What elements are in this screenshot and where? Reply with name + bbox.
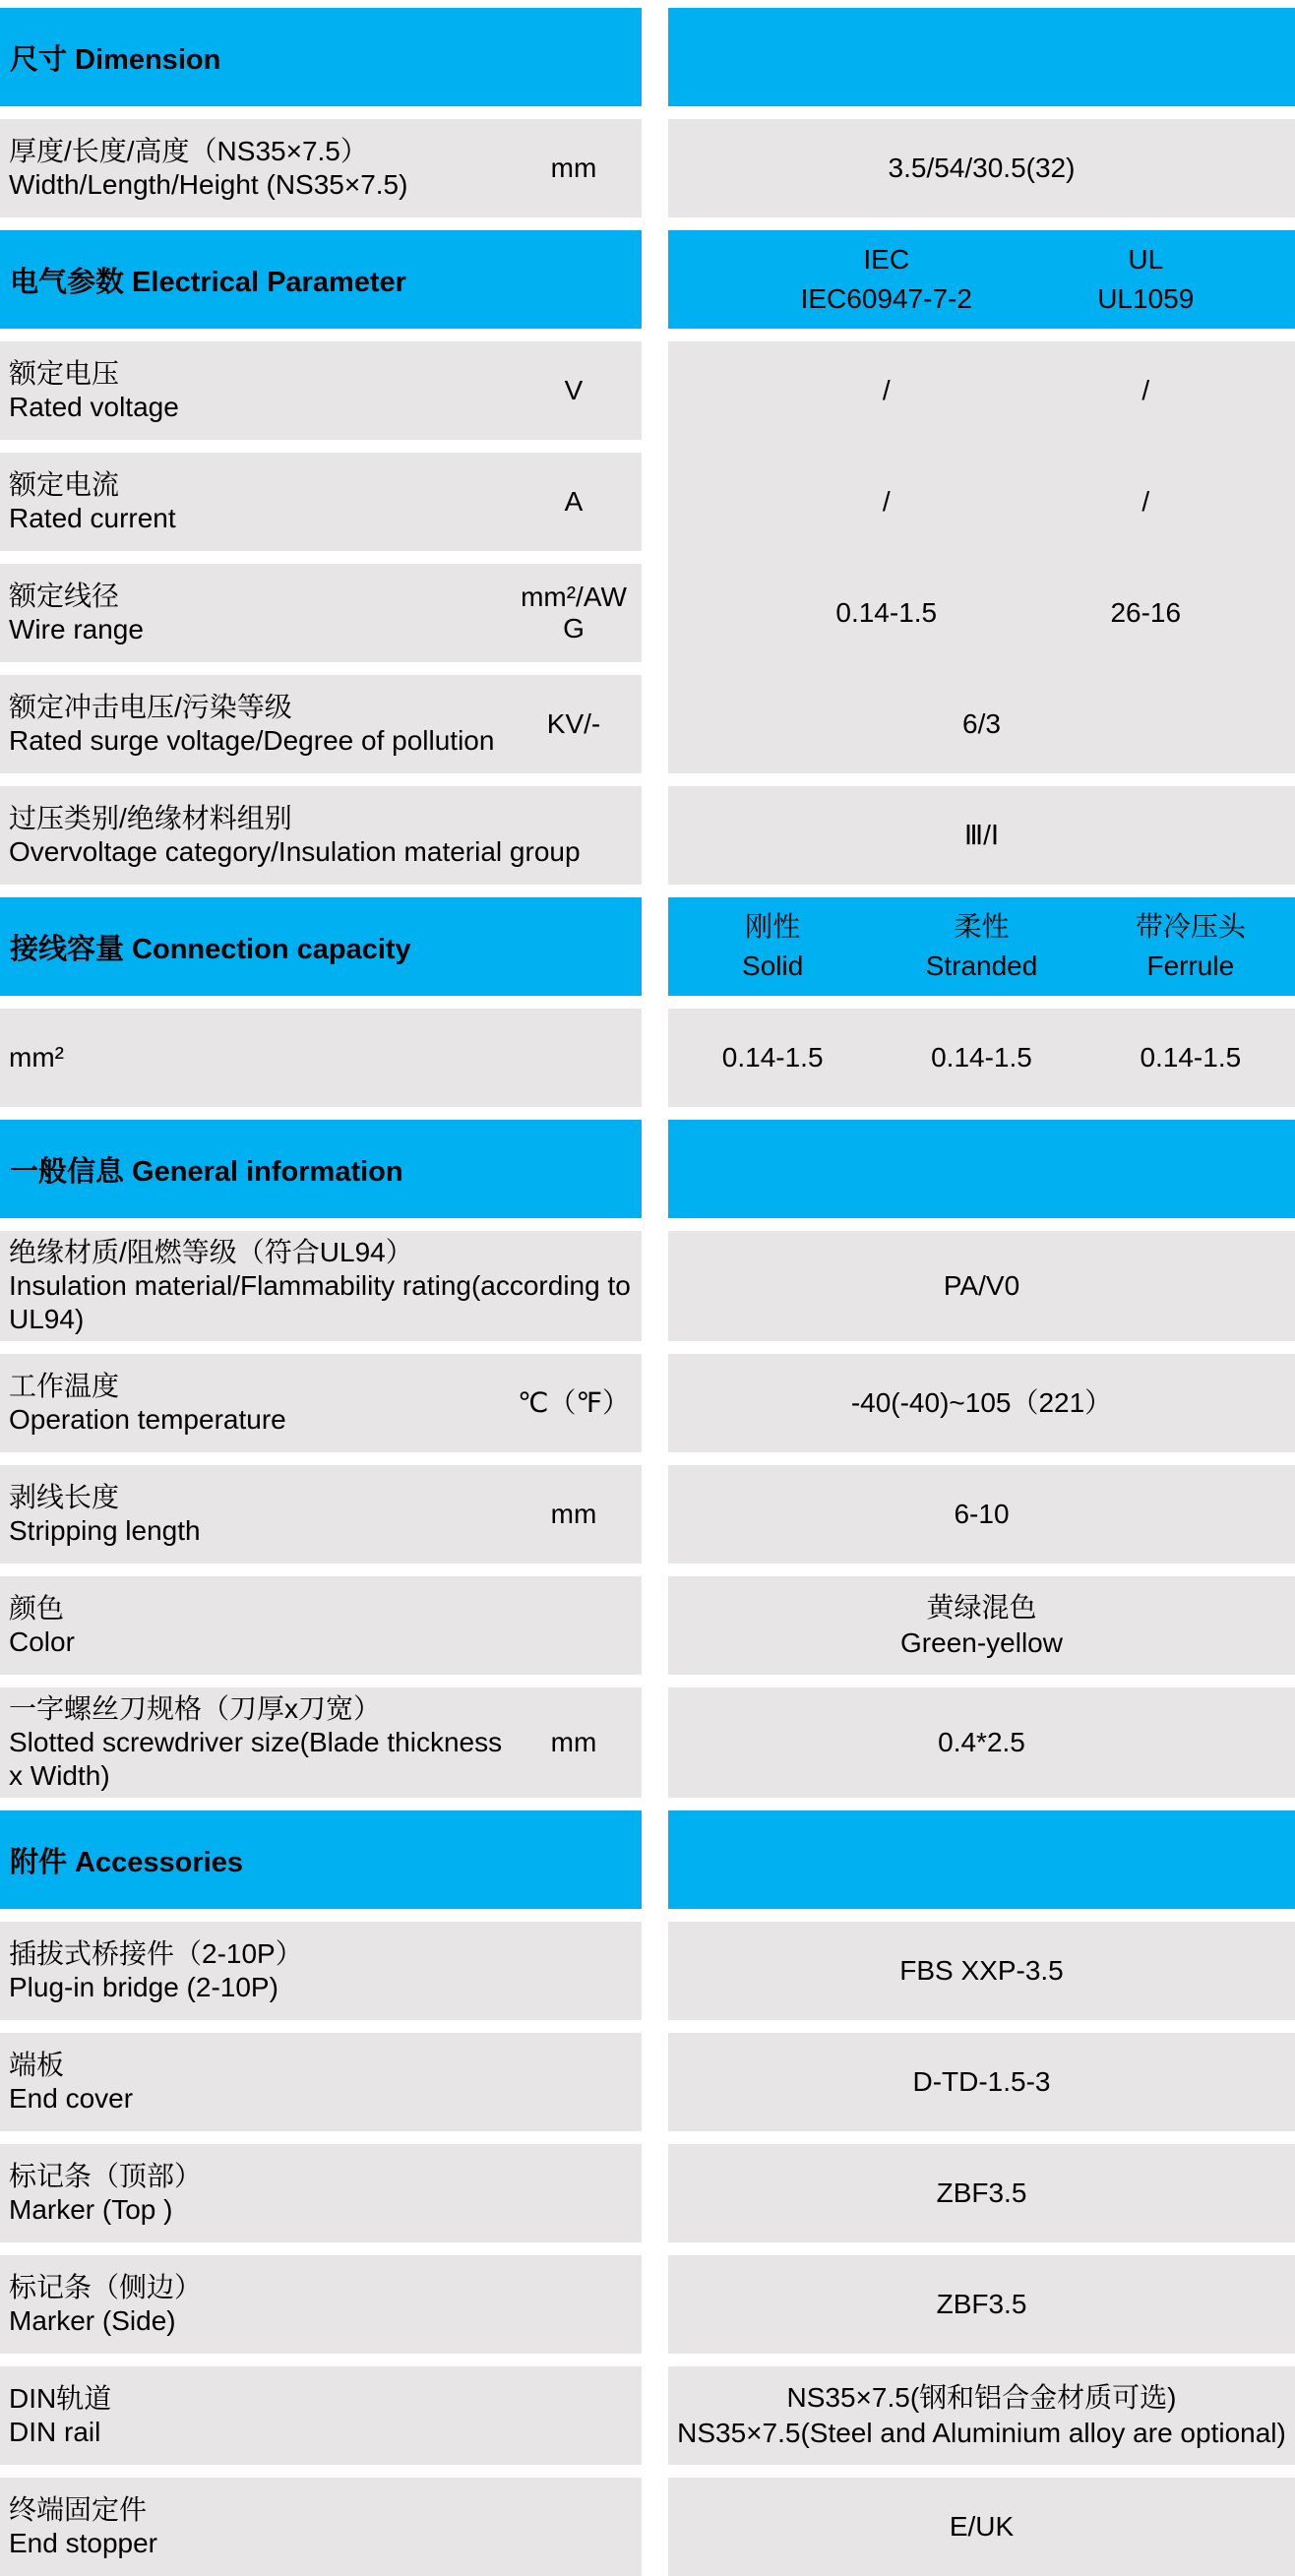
column-stranded <box>877 907 1085 986</box>
row-label-zh: 标记条（顶部） <box>9 2161 203 2191</box>
row-unit: KV/- <box>546 708 601 739</box>
section-header-dimension-left <box>0 8 642 106</box>
row-endstopper <box>0 2478 1295 2576</box>
row-value: ZBF3.5 <box>936 2177 1027 2208</box>
row-label-en: Wire range <box>9 614 144 644</box>
row-value: Ⅲ/Ⅰ <box>963 820 1000 850</box>
row-endcover <box>0 2033 1295 2131</box>
row-surge-value <box>668 675 1295 773</box>
row-dinrail <box>0 2366 1295 2465</box>
value-solid: 0.14-1.5 <box>721 1042 824 1073</box>
row-label-zh: 额定线径 <box>9 581 120 611</box>
row-label-en: Overvoltage category/Insulation material group <box>9 836 581 867</box>
row-value: 0.4*2.5 <box>938 1727 1025 1757</box>
row-label-en: Rated current <box>9 503 176 533</box>
row-value: D-TD-1.5-3 <box>912 2066 1051 2097</box>
row-label-zh: 额定电流 <box>9 469 120 500</box>
column-stranded-zh: 柔性 <box>954 911 1010 942</box>
value-iec: 0.14-1.5 <box>835 597 938 628</box>
value-iec: / <box>882 375 891 405</box>
section-header-dimension <box>0 8 1295 106</box>
row-unit: mm <box>550 1499 597 1529</box>
section-header-accessories-right <box>668 1810 1295 1909</box>
value-stranded: 0.14-1.5 <box>931 1042 1032 1073</box>
standard-iec-code: IEC60947-7-2 <box>800 283 972 314</box>
row-value-en: Green-yellow <box>900 1627 1063 1658</box>
row-label-en: Slotted screwdriver size(Blade thickness x Width) <box>9 1727 503 1791</box>
standard-column-ul <box>1017 240 1276 319</box>
row-unit: A <box>564 486 584 517</box>
value-ul: / <box>1141 486 1150 517</box>
column-ferrule-zh: 带冷压头 <box>1135 911 1246 942</box>
section-header-connection <box>0 897 1295 996</box>
row-marker-top <box>0 2144 1295 2242</box>
row-label-en: Stripping length <box>9 1515 201 1546</box>
row-overvoltage <box>0 786 1295 885</box>
column-solid-zh: 刚性 <box>745 911 801 942</box>
column-stranded-en: Stranded <box>925 951 1038 981</box>
row-label-en: Rated voltage <box>9 392 179 422</box>
row-label-zh: 标记条（侧边） <box>9 2272 203 2302</box>
section-header-electrical-left <box>0 230 642 329</box>
row-label-zh: 绝缘材质/阻燃等级（符合UL94） <box>9 1237 413 1267</box>
row-value-en: NS35×7.5(Steel and Aluminium alloy are optional) <box>677 2418 1286 2448</box>
column-solid <box>668 907 877 986</box>
row-label-en: Plug-in bridge (2-10P) <box>9 1972 278 2002</box>
section-header-electrical-right <box>668 230 1295 329</box>
column-ferrule-en: Ferrule <box>1146 951 1235 981</box>
row-label-en: Rated surge voltage/Degree of pollution <box>9 725 495 756</box>
row-unit: mm <box>550 1727 597 1757</box>
row-value: E/UK <box>949 2511 1015 2542</box>
value-ul: 26-16 <box>1110 597 1182 628</box>
section-header-connection-left <box>0 897 642 996</box>
row-value: ZBF3.5 <box>936 2289 1027 2319</box>
row-label-zh: 端板 <box>9 2050 65 2080</box>
row-label-en: Color <box>9 1626 75 1657</box>
row-capacity <box>0 1009 1295 1107</box>
row-stripping <box>0 1465 1295 1564</box>
row-value: FBS XXP-3.5 <box>899 1955 1064 1986</box>
row-insulation <box>0 1231 1295 1341</box>
section-title: 接线容量 Connection capacity <box>10 933 411 965</box>
row-label-en: Width/Length/Height (NS35×7.5) <box>9 169 408 200</box>
row-current-label <box>0 453 642 551</box>
standard-column-iec <box>757 240 1017 319</box>
standard-ul-code: UL1059 <box>1097 283 1195 314</box>
row-label-zh: 工作温度 <box>9 1371 120 1401</box>
row-voltage-values <box>668 341 1295 453</box>
row-bridge <box>0 1922 1295 2020</box>
standard-iec-label: IEC <box>863 244 910 275</box>
row-label-zh: 厚度/长度/高度（NS35×7.5） <box>9 136 368 166</box>
row-color <box>0 1576 1295 1675</box>
row-label-zh: 额定电压 <box>9 358 120 389</box>
row-marker-side <box>0 2255 1295 2354</box>
section-header-general <box>0 1120 1295 1218</box>
row-label-zh: 颜色 <box>9 1593 65 1624</box>
section-header-dimension-right <box>668 8 1295 106</box>
section-header-accessories <box>0 1810 1295 1909</box>
row-label-zh: DIN轨道 <box>9 2383 112 2414</box>
electrical-values <box>668 341 1295 773</box>
section-header-general-right <box>668 1120 1295 1218</box>
row-unit: mm²/AWG <box>521 582 627 644</box>
row-surge-label <box>0 675 642 773</box>
column-ferrule <box>1086 907 1295 986</box>
row-value: 6/3 <box>962 708 1001 739</box>
row-temperature <box>0 1354 1295 1452</box>
electrical-labels <box>0 341 642 773</box>
section-header-accessories-left <box>0 1810 642 1909</box>
row-label-zh: 插拔式桥接件（2-10P） <box>9 1938 303 1969</box>
row-screwdriver <box>0 1687 1295 1798</box>
row-unit: V <box>564 375 584 405</box>
row-label-en: End cover <box>9 2083 134 2114</box>
row-label-en: End stopper <box>9 2528 157 2558</box>
row-label-zh: 额定冲击电压/污染等级 <box>9 692 292 722</box>
section-title: 尺寸 Dimension <box>10 43 221 76</box>
row-label-zh: 过压类别/绝缘材料组别 <box>9 803 292 833</box>
section-header-connection-right <box>668 897 1295 996</box>
row-value-zh: NS35×7.5(钢和铝合金材质可选) <box>786 2382 1177 2413</box>
row-value: 6-10 <box>954 1499 1010 1529</box>
section-header-electrical <box>0 230 1295 329</box>
value-ul: / <box>1141 375 1150 405</box>
value-iec: / <box>882 486 891 517</box>
row-size <box>0 119 1295 217</box>
row-label-en: DIN rail <box>9 2417 101 2447</box>
row-value <box>900 1590 1063 1661</box>
row-value: PA/V0 <box>943 1270 1020 1301</box>
row-label-en: Operation temperature <box>9 1404 286 1435</box>
row-unit: ℃（℉） <box>517 1387 631 1418</box>
row-wire-values <box>668 564 1295 675</box>
row-value: -40(-40)~105（221） <box>850 1387 1113 1418</box>
row-wire-label <box>0 564 642 662</box>
row-label-zh: mm² <box>9 1042 64 1073</box>
row-label-en: Marker (Side) <box>9 2305 176 2336</box>
row-unit: mm <box>550 153 597 183</box>
standard-columns <box>668 240 1295 319</box>
section-title: 电气参数 Electrical Parameter <box>10 266 406 298</box>
row-current-values <box>668 453 1295 564</box>
standard-ul-label: UL <box>1128 244 1164 275</box>
row-value: 3.5/54/30.5(32) <box>888 153 1076 183</box>
section-title: 附件 Accessories <box>10 1846 243 1878</box>
column-solid-en: Solid <box>742 951 804 981</box>
conductor-type-columns <box>668 907 1295 986</box>
row-label <box>9 135 512 202</box>
section-title: 一般信息 General information <box>10 1155 403 1188</box>
row-value-zh: 黄绿混色 <box>926 1592 1037 1623</box>
row-value <box>677 2380 1286 2451</box>
row-label-zh: 终端固定件 <box>9 2494 148 2525</box>
electrical-section <box>0 341 1295 773</box>
row-label-zh: 一字螺丝刀规格（刀厚x刀宽） <box>9 1693 382 1724</box>
value-ferrule: 0.14-1.5 <box>1140 1042 1242 1073</box>
section-header-general-left <box>0 1120 642 1218</box>
row-label-zh: 剥线长度 <box>9 1482 120 1512</box>
row-label-en: Insulation material/Flammability rating(according to UL94) <box>9 1270 631 1334</box>
row-voltage-label <box>0 341 642 440</box>
row-label-en: Marker (Top ) <box>9 2194 173 2225</box>
